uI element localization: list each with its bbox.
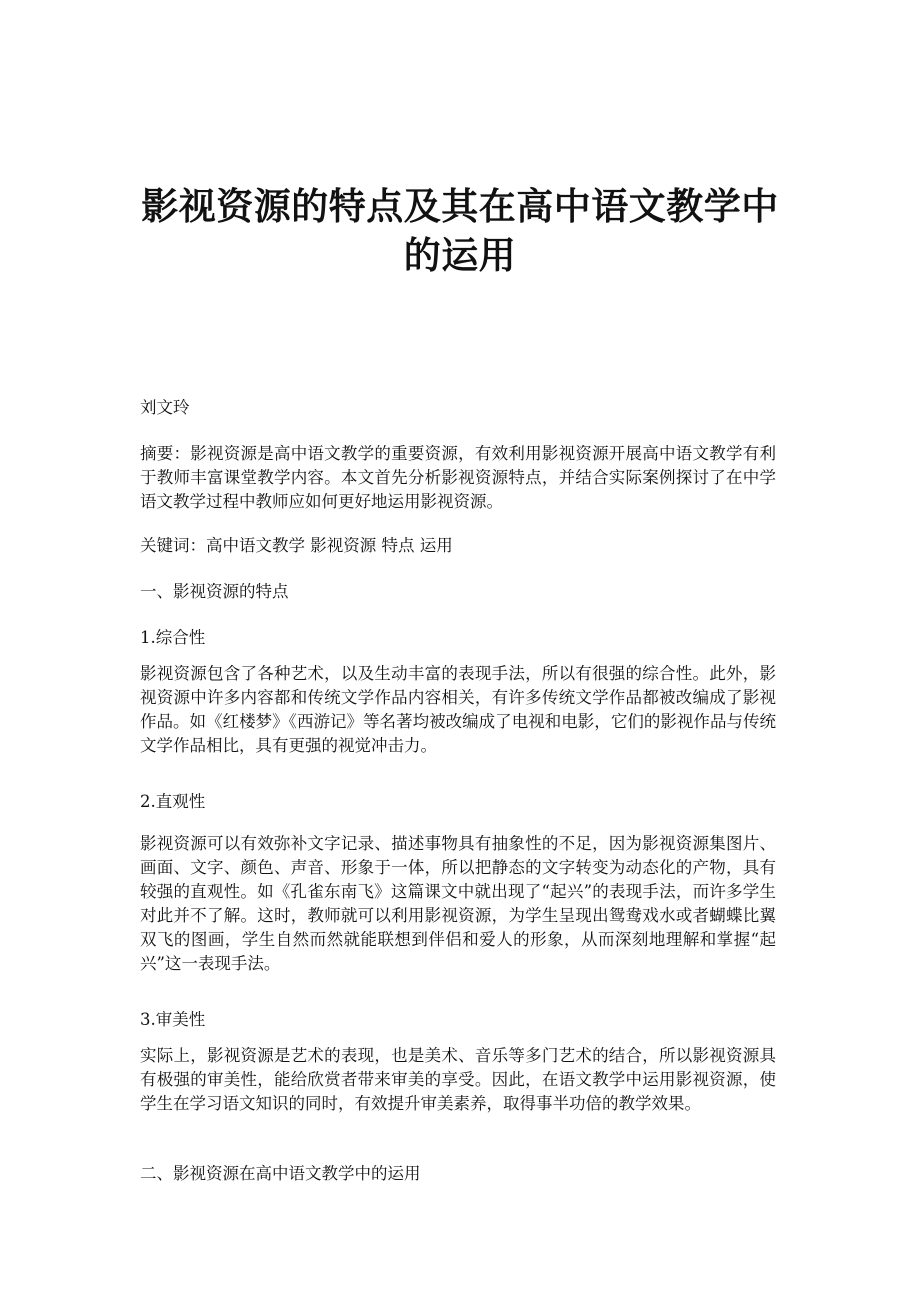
subsection-2-paragraph: 影视资源可以有效弥补文字记录、描述事物具有抽象性的不足，因为影视资源集图片、画面、文字、颜色、声音、形象于一体，所以把静态的文字转变为动态化的产物，具有较强的直观性。如《孔雀东南飞》这篇课文中就出现了“起兴”的表现手法，而许多学生对此并不了解。这时，教师就可以利用影视资源，为学生呈现出鸳鸯戏水或者蝴蝶比翼双飞的图画，学生自然而然就能联想到伴侣和爱人的形象，从而深刻地理解和掌握“起兴”这一表现手法。: [140, 834, 776, 973]
section-heading-part-1: 一、影视资源的特点: [140, 582, 289, 601]
section-heading-part-2: 二、影视资源在高中语文教学中的运用: [140, 1164, 421, 1183]
subsection-heading-3: 3.审美性: [140, 1010, 206, 1029]
subsection-heading-2: 2.直观性: [140, 792, 206, 811]
abstract-paragraph: 摘要：影视资源是高中语文教学的重要资源，有效利用影视资源开展高中语文教学有利于教师丰富课堂教学内容。本文首先分析影视资源特点，并结合实际案例探讨了在中学语文教学过程中教师应如何更好地运用影视资源。: [140, 444, 776, 511]
subsection-3-paragraph: 实际上，影视资源是艺术的表现，也是美术、音乐等多门艺术的结合，所以影视资源具有极强的审美性，能给欣赏者带来审美的享受。因此，在语文教学中运用影视资源，使学生在学习语文知识的同时，有效提升审美素养，取得事半功倍的教学效果。: [140, 1046, 776, 1113]
subsection-heading-1: 1.综合性: [140, 628, 206, 647]
author-name: 刘文玲: [140, 398, 190, 417]
paper-title: [120, 182, 800, 280]
keywords-line: 关键词：高中语文教学 影视资源 特点 运用: [140, 536, 453, 555]
paper-title-line-2: 的运用: [403, 233, 517, 277]
paper-title-line-1: 影视资源的特点及其在高中语文教学中: [141, 184, 779, 228]
subsection-1-paragraph: 影视资源包含了各种艺术，以及生动丰富的表现手法，所以有很强的综合性。此外，影视资源中许多内容都和传统文学作品内容相关，有许多传统文学作品都被改编成了影视作品。如《红楼梦》《西游记》等名著均被改编成了电视和电影，它们的影视作品与传统文学作品相比，具有更强的视觉冲击力。: [140, 664, 776, 755]
